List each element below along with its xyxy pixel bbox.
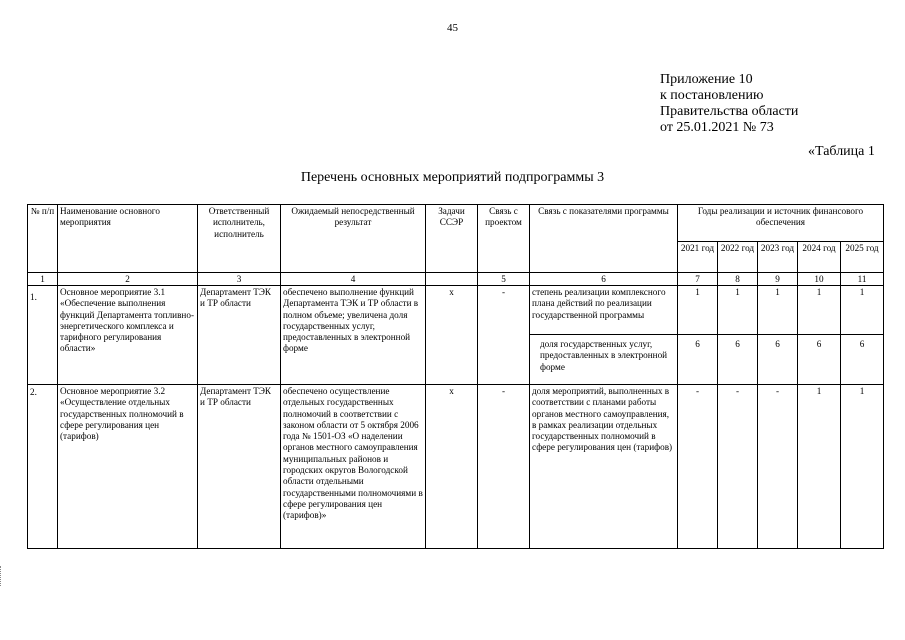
row-indicator: степень реализации комплексного плана действий по реализации государственной программы [530,286,678,335]
row-value: 6 [798,335,841,385]
header-project: Связь с проектом [478,205,530,273]
row-value: 1 [678,286,718,335]
row-indicator: доля государственных услуг, предоставленных в электронной форме [530,335,678,385]
row-name: Основное мероприятие 3.1 «Обеспечение выполнения функций Департамента топливно-энергетического комплекса и тарифного регулирования области» [58,286,198,385]
column-number: 6 [530,273,678,286]
row-executor: Департамент ТЭК и ТР области [198,286,281,385]
row-value: 1 [758,286,798,335]
appendix-line-1: Приложение 10 [660,72,753,87]
column-number: 3 [198,273,281,286]
row-value: - [718,385,758,549]
row-value: - [758,385,798,549]
column-number: 5 [478,273,530,286]
column-number: 2 [58,273,198,286]
table-row [28,286,884,335]
appendix-line-2: к постановлению [660,88,764,103]
row-indicator: доля мероприятий, выполненных в соответствии с планами работы органов местного самоуправления, в рамках реализации отдельных государственных полномочий в сфере регулирования цен (тарифов) [530,385,678,549]
header-row [28,205,884,242]
row-value: 1 [718,286,758,335]
header-year: 2022 год [718,242,758,273]
row-value: 1 [798,385,841,549]
column-number: 9 [758,273,798,286]
row-value: 1 [798,286,841,335]
row-name: Основное мероприятие 3.2 «Осуществление отдельных государственных полномочий в сфере регулирования цен (тарифов) [58,385,198,549]
column-number [426,273,478,286]
row-tasks: х [426,286,478,385]
page-number: 45 [447,22,458,34]
row-num: 1. [28,286,58,385]
row-result: обеспечено выполнение функций Департамента ТЭК и ТР области в полном объеме; увеличена доля государственных услуг, предоставленных в электронной форме [281,286,426,385]
row-value: - [678,385,718,549]
table-row [28,385,884,549]
row-value: 1 [841,286,884,335]
column-number: 8 [718,273,758,286]
row-executor: Департамент ТЭК и ТР области [198,385,281,549]
activities-table [27,204,884,549]
column-number-row [28,273,884,286]
appendix-line-3: Правительства области [660,104,799,119]
column-number: 7 [678,273,718,286]
header-year: 2021 год [678,242,718,273]
header-indicators: Связь с показателями программы [530,205,678,273]
table-tag: «Таблица 1 [808,144,875,159]
row-value: 6 [678,335,718,385]
scan-edge-mark [0,566,6,586]
column-number: 4 [281,273,426,286]
header-year: 2023 год [758,242,798,273]
row-value: 6 [758,335,798,385]
appendix-line-4: от 25.01.2021 № 73 [660,120,774,135]
row-result: обеспечено осуществление отдельных государственных полномочий в соответствии с законом области от 5 октября 2006 года № 1501-ОЗ «О наделении органов местного самоуправления муниципальных районов и городских округов Вологодской области отдельными государственными полномочиями в сфере регулирования цен (тарифов)» [281,385,426,549]
row-value: 6 [841,335,884,385]
row-project: - [478,286,530,385]
row-tasks: х [426,385,478,549]
row-value: 6 [718,335,758,385]
header-tasks: Задачи ССЭР [426,205,478,273]
appendix-header [660,72,798,136]
header-years-group: Годы реализации и источник финансового обеспечения [678,205,884,242]
document-title: Перечень основных мероприятий подпрограммы 3 [300,170,605,185]
column-number: 1 [28,273,58,286]
header-result: Ожидаемый непосредственный результат [281,205,426,273]
header-num: № п/п [28,205,58,273]
column-number: 11 [841,273,884,286]
row-num: 2. [28,385,58,549]
header-name: Наименование основного мероприятия [58,205,198,273]
header-year: 2025 год [841,242,884,273]
row-project: - [478,385,530,549]
header-executor: Ответственный исполнитель, исполнитель [198,205,281,273]
header-year: 2024 год [798,242,841,273]
column-number: 10 [798,273,841,286]
row-value: 1 [841,385,884,549]
